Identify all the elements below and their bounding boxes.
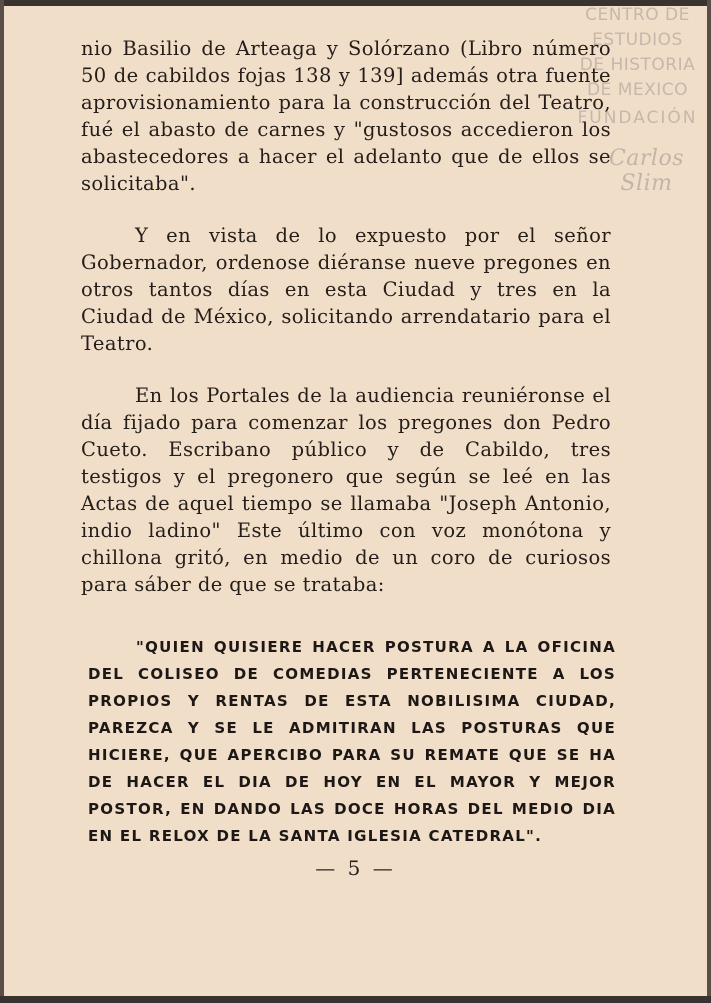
proclamation-quote: "QUIEN QUISIERE HACER POSTURA A LA OFICINA DEL COLISEO DE COMEDIAS PERTENECIENTE A LOS PROPIOS Y RENTAS DE ESTA NOBILISIMA CIUDAD, PAREZCA Y SE LE ADMITIRAN LAS POSTURAS QUE HICIERE, QUE APERCIBO PARA SU REMATE QUE SE HA DE HACER EL DIA DE HOY EN EL MAYOR Y MEJOR POSTOR, EN DANDO LAS DOCE HORAS DEL MEDIO DIA EN EL RELOX DE LA SANTA IGLESIA CATEDRAL". xyxy=(88,638,616,845)
scan-border-left xyxy=(0,0,4,1003)
page-number xyxy=(0,856,711,880)
paragraph-2: Y en vista de lo expuesto por el señor Gobernador, ordenose diéranse nueve pregones en otros tantos días en esta Ciudad y tres en la Ciudad de México, solicitando arrendatario para el Teatro. xyxy=(81,224,611,355)
watermark-foundation: FUNDACIÓN xyxy=(577,108,698,128)
paragraph-1: nio Basilio de Arteaga y Solórzano (Libro número 50 de cabildos fojas 138 y 139] además otra fuente aprovisionamiento para la construcción del Teatro, fué el abasto de carnes y "gustosos accedieron los abastecedores a hacer el adelanto que de ellos se solicitaba". xyxy=(81,37,611,195)
watermark-line-2: ESTUDIOS xyxy=(592,30,683,50)
watermark-line-1: CENTRO DE xyxy=(585,5,690,25)
watermark-line-3: DE HISTORIA xyxy=(579,55,696,75)
watermark-line-4: DE MEXICO xyxy=(586,80,689,100)
page-number-text: — 5 — xyxy=(315,856,396,880)
watermark-signature: Carlos Slim xyxy=(608,146,685,196)
paragraph-3: En los Portales de la audiencia reuniéronse el día fijado para comenzar los pregones don Pedro Cueto. Escribano público y de Cabildo, tres testigos y el pregonero que según se leé en las Actas de aquel tiempo se llamaba "Joseph Antonio, indio ladino" Este último con voz monótona y chillona gritó, en medio de un coro de curiosos para sáber de que se trataba: xyxy=(81,384,611,596)
scan-border-bottom xyxy=(0,996,711,1003)
